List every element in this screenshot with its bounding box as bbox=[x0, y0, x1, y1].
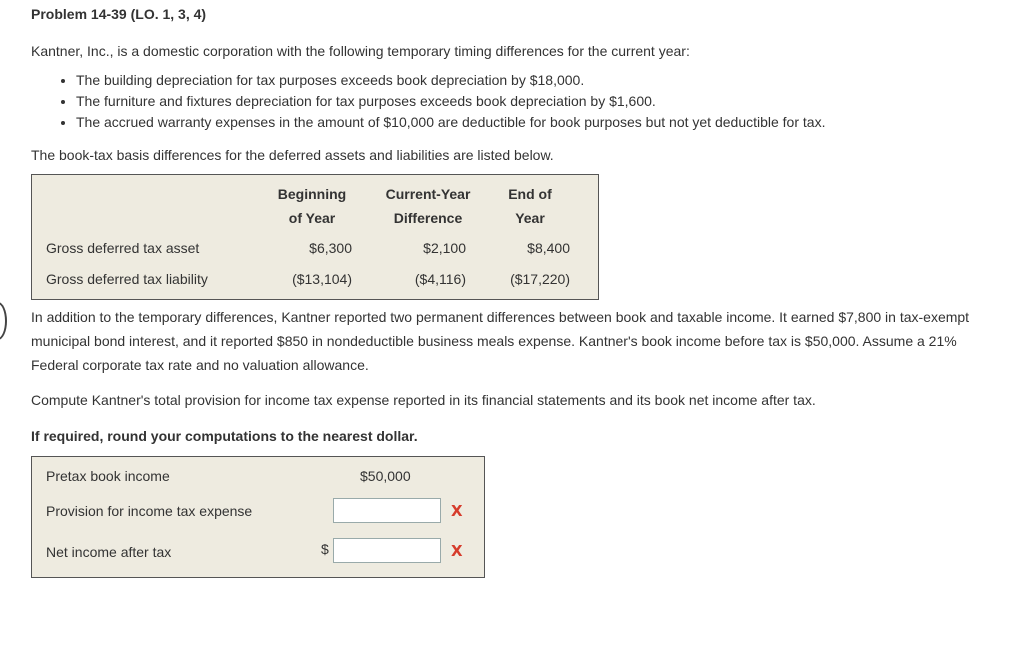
answer-table bbox=[31, 456, 485, 578]
asset-current: $2,100 bbox=[423, 240, 466, 256]
rounding-note: If required, round your computations to the nearest dollar. bbox=[31, 428, 418, 444]
header-beginning: Beginning of Year bbox=[277, 186, 347, 226]
net-income-label: Net income after tax bbox=[46, 544, 172, 560]
pretax-label: Pretax book income bbox=[46, 468, 170, 484]
basis-intro: The book-tax basis differences for the deferred assets and liabilities are listed below. bbox=[31, 147, 554, 163]
incorrect-x-icon: X bbox=[451, 502, 463, 520]
timing-differences-list bbox=[58, 70, 825, 133]
net-income-dollar-prefix: $ bbox=[321, 541, 329, 557]
problem-title: Problem 14-39 (LO. 1, 3, 4) bbox=[31, 6, 207, 22]
liability-current: ($4,116) bbox=[414, 271, 466, 287]
pretax-value: $50,000 bbox=[360, 468, 411, 484]
net-income-input[interactable] bbox=[333, 538, 441, 563]
provision-input[interactable] bbox=[333, 498, 441, 523]
provision-label: Provision for income tax expense bbox=[46, 503, 253, 519]
row-label-asset: Gross deferred tax asset bbox=[46, 240, 200, 256]
permanent-differences-paragraph: In addition to the temporary differences, Kantner reported two permanent differences between book and taxable income. It earned $7,800 in tax-exempt municipal bond interest, and it reported $850 in nondeductible business meals expense. Kantner's book income before tax is $50,000. Assume a 21% Federal corporate tax rate and no valuation allowance. bbox=[31, 309, 970, 373]
instruction-text: Compute Kantner's total provision for income tax expense reported in its financial statements and its book net income after tax. bbox=[31, 392, 816, 408]
header-current-year: Current-Year Difference bbox=[385, 186, 471, 226]
header-end-of-year: End of Year bbox=[508, 186, 552, 226]
list-item: • The furniture and fixtures depreciation for tax purposes exceeds book depreciation by $1,600. bbox=[76, 91, 825, 112]
list-item: • The accrued warranty expenses in the amount of $10,000 are deductible for book purposes but not yet deductible for tax. bbox=[76, 112, 825, 133]
basis-differences-table bbox=[31, 174, 599, 300]
asset-beginning: $6,300 bbox=[309, 240, 352, 256]
row-label-liability: Gross deferred tax liability bbox=[46, 271, 208, 287]
liability-beginning: ($13,104) bbox=[292, 271, 352, 287]
list-item: • The building depreciation for tax purposes exceeds book depreciation by $18,000. bbox=[76, 70, 825, 91]
bracket-mark-icon bbox=[0, 302, 7, 340]
liability-end: ($17,220) bbox=[510, 271, 570, 287]
asset-end: $8,400 bbox=[527, 240, 570, 256]
problem-intro: Kantner, Inc., is a domestic corporation with the following temporary timing differences for the current year: bbox=[31, 43, 690, 59]
incorrect-x-icon: X bbox=[451, 542, 463, 560]
